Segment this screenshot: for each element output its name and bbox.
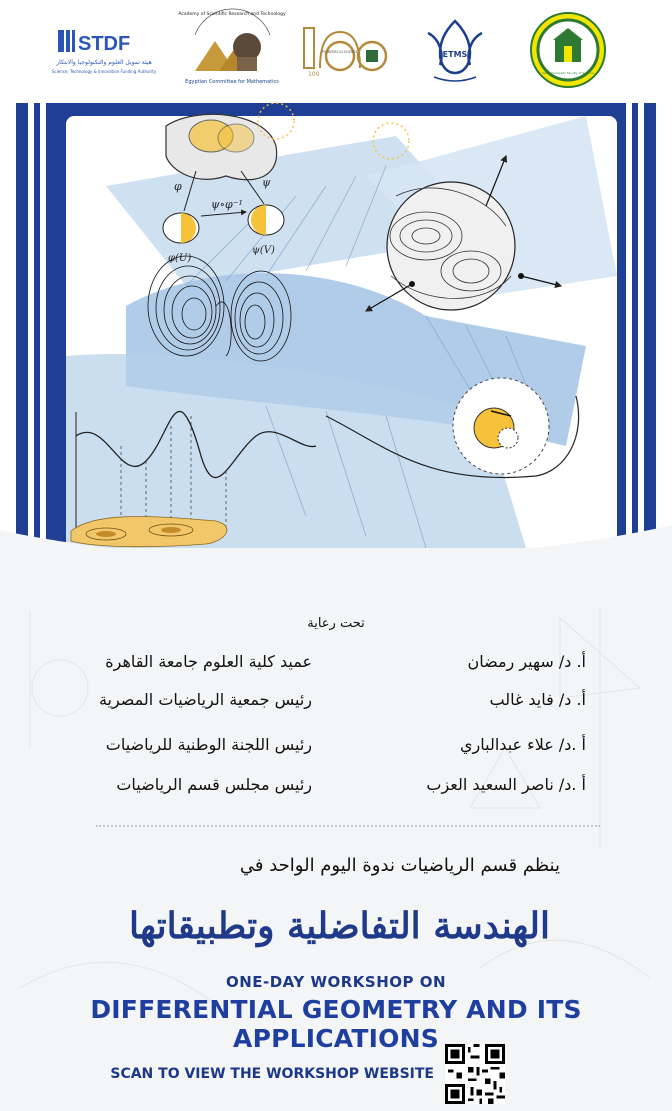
etms-logo <box>420 10 490 90</box>
sponsor-role-3: رئيس اللجنة الوطنية للرياضيات <box>105 735 312 754</box>
stdf-logo <box>51 10 157 90</box>
svg-text:هيئة تمويل العلوم والتكنولوجيا: هيئة تمويل العلوم والتكنولوجيا والابتكار <box>56 59 152 66</box>
svg-text:STDF: STDF <box>78 33 131 55</box>
svg-text:PIONEERS IN SCIENCE: PIONEERS IN SCIENCE <box>322 50 358 54</box>
sponsor-name-3: أ .د/ علاء عبدالباري <box>460 735 586 754</box>
centennial-logo <box>300 10 395 90</box>
university-seal-logo <box>528 10 608 90</box>
sponsor-name-4: أ .د/ ناصر السعيد العزب <box>426 775 586 794</box>
sponsorship-label: تحت رعاية <box>307 616 365 631</box>
academy-logo <box>178 5 286 93</box>
scan-instruction: SCAN TO VIEW THE WORKSHOP WEBSITE <box>110 1066 434 1082</box>
sponsor-role-4: رئيس مجلس قسم الرياضيات <box>116 775 312 794</box>
wave-divider <box>0 470 672 610</box>
qr-code[interactable] <box>445 1044 505 1104</box>
svg-text:ETMS: ETMS <box>442 50 468 59</box>
sponsor-role-2: رئيس جمعية الرياضيات المصرية <box>98 690 312 709</box>
organizer-line: ينظم قسم الرياضيات ندوة اليوم الواحد في <box>239 855 560 876</box>
sponsor-name-1: أ. د/ سهير رمضان <box>467 652 586 671</box>
logo-bar <box>0 0 672 103</box>
svg-text:Science, Technology & Innovati: Science, Technology & Innovation Funding Authority <box>51 69 157 74</box>
svg-text:ψ: ψ <box>262 176 271 189</box>
svg-text:ψ(V): ψ(V) <box>252 245 275 256</box>
svg-text:Academy of Scientific Research: Academy of Scientific Research and Technology <box>178 12 286 17</box>
section-divider <box>96 825 600 827</box>
svg-text:ψ∘φ⁻¹: ψ∘φ⁻¹ <box>211 198 243 211</box>
sponsor-name-2: أ. د/ فايد غالب <box>489 690 586 709</box>
english-title: DIFFERENTIAL GEOMETRY AND ITS APPLICATIONS <box>90 995 582 1053</box>
svg-text:φ: φ <box>174 180 182 193</box>
svg-text:Cairo University Faculty of Sc: Cairo University Faculty of Science <box>542 71 594 75</box>
english-subtitle: ONE-DAY WORKSHOP ON <box>225 973 447 991</box>
svg-text:φ(U): φ(U) <box>168 253 192 264</box>
svg-text:Egyptian Committee for Mathema: Egyptian Committee for Mathematics <box>185 79 279 85</box>
arabic-title: الهندسة التفاضلية وتطبيقاتها <box>129 905 550 947</box>
svg-text:100: 100 <box>308 71 320 78</box>
sponsor-role-1: عميد كلية العلوم جامعة القاهرة <box>105 652 312 671</box>
